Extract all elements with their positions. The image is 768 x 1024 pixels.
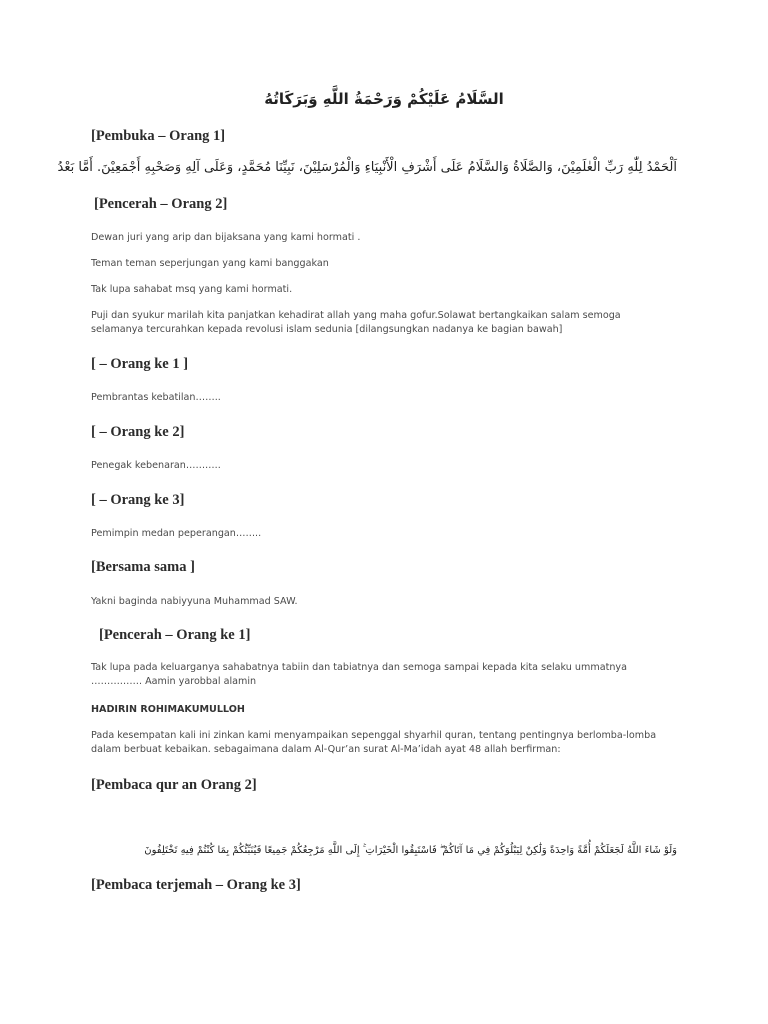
hadirin-heading: HADIRIN ROHIMAKUMULLOH: [91, 704, 245, 715]
orang3-heading: [ – Orang ke 3]: [91, 492, 185, 508]
pencerah-orang1-heading: [Pencerah – Orang ke 1]: [99, 627, 251, 643]
bersama-text: Yakni baginda nabiyyuna Muhammad SAW.: [91, 596, 298, 607]
ayat-al-maidah-48: وَلَوْ شَاءَ اللَّهُ لَجَعَلَكُمْ أُمَّةً وَاحِدَةً وَلَٰكِنْ لِيَبْلُوَكُمْ فِي مَا آتَاكُمْ ۖ فَاسْتَبِقُوا الْخَيْرَاتِ ۚ إِلَى اللَّهِ مَرْجِعُكُمْ جَمِيعًا فَيُنَبِّئُكُمْ بِمَا كُنْتُمْ فِيهِ تَخْتَلِفُونَ: [144, 845, 677, 856]
pencerah-orang2-heading: [Pencerah – Orang 2]: [94, 196, 228, 212]
paragraph-dewan-juri: Dewan juri yang arip dan bijaksana yang kami hormati .: [91, 232, 361, 243]
paragraph-puji-syukur: Puji dan syukur marilah kita panjatkan kehadirat allah yang maha gofur.Solawat bertangkaikan salam semoga selamanya tercurahkan kepada revolusi islam sedunia [dilangsungkan nadanya ke bagian bawah]: [91, 310, 621, 335]
orang2-text: Penegak kebenaran………..: [91, 460, 221, 471]
pembaca-terjemah-heading: [Pembaca terjemah – Orang ke 3]: [91, 877, 301, 893]
paragraph-teman: Teman teman seperjungan yang kami banggakan: [91, 258, 329, 269]
orang1-heading: [ – Orang ke 1 ]: [91, 356, 189, 372]
pembuka-heading: [Pembuka – Orang 1]: [91, 128, 226, 144]
pembuka-arabic-text: اَلْحَمْدُ لِلّٰهِ رَبِّ الْعٰلَمِيْنَ، وَالصَّلَاةُ وَالسَّلَامُ عَلَى أَشْرَفِ الْأَنْبِيَاءِ وَالْمُرْسَلِيْنَ، نَبِيِّنَا مُحَمَّدٍ، وَعَلَى آلِهِ وَصَحْبِهِ أَجْمَعِيْنَ. أَمَّا بَعْدُ: [57, 160, 677, 175]
orang2-heading: [ – Orang ke 2]: [91, 424, 185, 440]
orang3-text: Pemimpin medan peperangan……..: [91, 528, 262, 539]
bersama-heading: [Bersama sama ]: [91, 559, 195, 575]
kesempatan-text: Pada kesempatan kali ini zinkan kami menyampaikan sepenggal shyarhil quran, tentang pentingnya berlomba-lomba dalam berbuat kebaikan. sebagaimana dalam Al-Qur’an surat Al-Ma’idah ayat 48 allah berfirman:: [91, 730, 657, 755]
pencerah-orang1-text: Tak lupa pada keluarganya sahabatnya tabiin dan tabiatnya dan semoga sampai kepada kita selaku ummatnya ……………. Aamin yarobbal alamin: [91, 662, 627, 687]
pembaca-quran-heading: [Pembaca qur an Orang 2]: [91, 777, 257, 793]
paragraph-sahabat: Tak lupa sahabat msq yang kami hormati.: [91, 284, 293, 295]
orang1-text: Pembrantas kebatilan……..: [91, 392, 221, 403]
greeting-arabic: السَّلَامُ عَلَيْكُمْ وَرَحْمَةُ اللَّهِ وَبَرَكَاتُهُ: [264, 90, 504, 108]
